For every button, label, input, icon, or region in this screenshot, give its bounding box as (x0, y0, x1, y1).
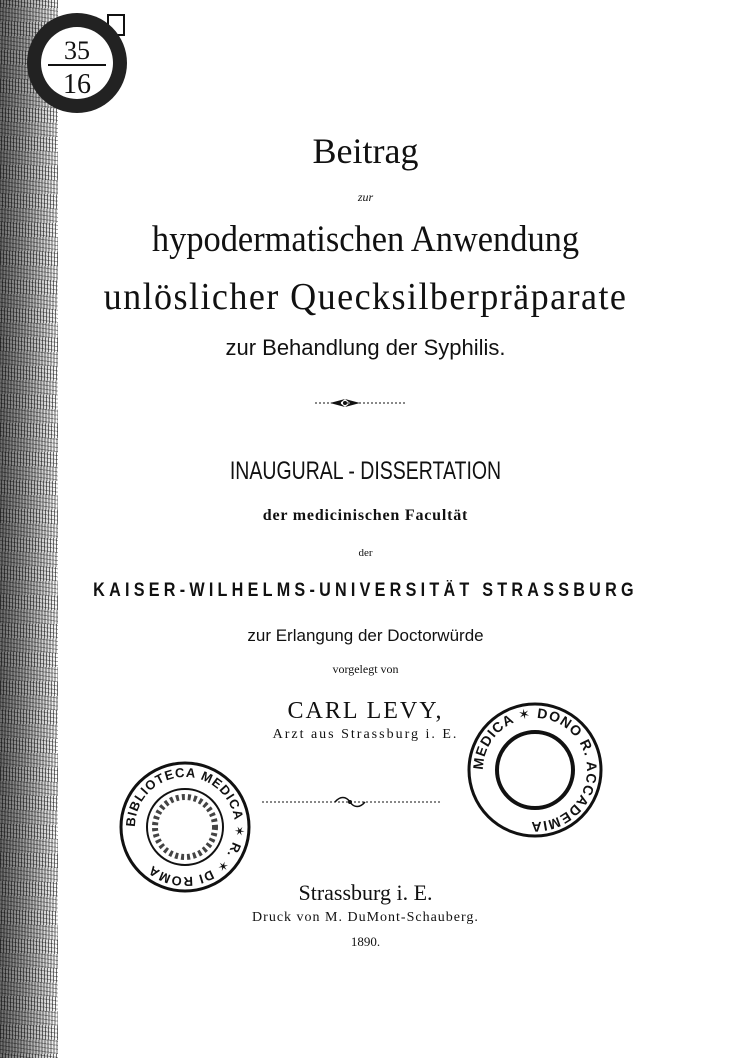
faculty-line: der medicinischen Facultät (262, 507, 469, 524)
title-zur: zur (357, 190, 374, 204)
academy-stamp (465, 700, 605, 840)
der-line: der (358, 547, 373, 559)
ornament-divider-top (0, 396, 731, 410)
imprint-city: Strassburg i. E. (298, 880, 433, 905)
title-beitrag: Beitrag (312, 131, 419, 171)
title-line-2: unlöslicher Quecksilberpräparate (103, 276, 628, 318)
library-stamp-text: BIBLIOTECA MEDICA ✶ R. ✶ DI ROMA (122, 764, 248, 890)
author-role: Arzt aus Strassburg i. E. (272, 727, 459, 742)
ornament-divider-bottom (0, 795, 731, 809)
svg-text:BIBLIOTECA MEDICA ✶ R. ✶ DI RO (123, 765, 247, 889)
library-stamp (118, 760, 252, 894)
shelfmark-top: 35 (64, 36, 90, 65)
dissertation-heading: INAUGURAL - DISSERTATION (229, 457, 502, 485)
academy-stamp-text: MEDICA ✶ DONO R. ACCADEMIA (469, 704, 601, 836)
presented-by-line: vorgelegt von (332, 662, 399, 676)
title-line-3: zur Behandlung der Syphilis. (225, 335, 506, 360)
imprint-printer: Druck von M. DuMont-Schauberg. (252, 910, 479, 925)
author-name: CARL LEVY, (287, 698, 444, 724)
shelfmark-stamp (20, 5, 135, 120)
imprint-year: 1890. (350, 934, 381, 949)
shelfmark-bottom: 16 (63, 69, 91, 100)
university-line: KAISER-WILHELMS-UNIVERSITÄT STRASSBURG (93, 580, 638, 601)
title-line-1: hypodermatischen Anwendung (151, 219, 580, 260)
purpose-line: zur Erlangung der Doctorwürde (247, 626, 484, 645)
